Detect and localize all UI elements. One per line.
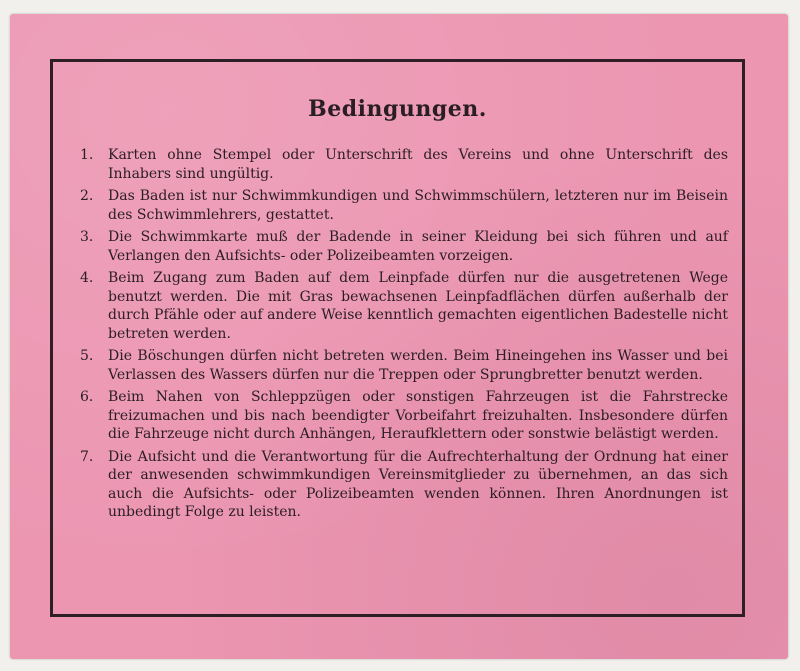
condition-text: Die Schwimmkarte muß der Badende in seiner Kleidung bei sich führen und auf Verlangen den Aufsichts- oder Polizeibeamten vorzeigen. bbox=[108, 229, 728, 264]
condition-text: Karten ohne Stempel oder Unterschrift des Vereins und ohne Unterschrift des Inhabers sind ungültig. bbox=[108, 147, 728, 182]
conditions-list bbox=[80, 146, 728, 526]
condition-item bbox=[80, 347, 728, 384]
condition-item bbox=[80, 187, 728, 224]
card-border-frame bbox=[50, 59, 745, 617]
condition-number: 3. bbox=[80, 229, 94, 245]
condition-number: 5. bbox=[80, 348, 94, 364]
condition-item bbox=[80, 228, 728, 265]
condition-text: Die Böschungen dürfen nicht betreten werden. Beim Hineingehen ins Wasser und bei Verlassen des Wassers dürfen nur die Treppen oder Sprungbretter benutzt werden. bbox=[108, 348, 728, 383]
condition-item bbox=[80, 388, 728, 444]
condition-item bbox=[80, 448, 728, 522]
condition-number: 2. bbox=[80, 188, 94, 204]
condition-number: 6. bbox=[80, 389, 94, 405]
condition-number: 4. bbox=[80, 270, 94, 286]
condition-text: Beim Nahen von Schleppzügen oder sonstigen Fahrzeugen ist die Fahrstrecke freizumachen und bis nach beendigter Vorbeifahrt freizuhalten. Insbesondere dürfen die Fahrzeuge nicht durch Anhängen, Heraufklettern oder sonstwie belästigt werden. bbox=[108, 389, 728, 442]
condition-text: Die Aufsicht und die Verantwortung für die Aufrechterhaltung der Ordnung hat einer der anwesenden schwimmkundigen Vereinsmitglieder zu übernehmen, an das sich auch die Aufsichts- oder Polizeibeamten wenden können. Ihren Anordnungen ist unbedingt Folge zu leisten. bbox=[108, 448, 728, 520]
swim-card bbox=[10, 14, 788, 659]
condition-item bbox=[80, 269, 728, 343]
condition-text: Das Baden ist nur Schwimmkundigen und Schwimmschülern, letzteren nur im Beisein des Schwimmlehrers, gestattet. bbox=[108, 188, 728, 223]
page-title: Bedingungen. bbox=[308, 96, 487, 122]
condition-number: 1. bbox=[80, 147, 94, 163]
condition-item bbox=[80, 146, 728, 183]
condition-text: Beim Zugang zum Baden auf dem Leinpfade dürfen nur die ausgetretenen Wege benutzt werden. Die mit Gras bewachsenen Leinpfadflächen dürfen außerhalb der durch Pfähle oder auf andere Weise kenntlich gemachten eigentlichen Badestelle nicht betreten werden. bbox=[108, 270, 728, 342]
condition-number: 7. bbox=[80, 448, 94, 465]
